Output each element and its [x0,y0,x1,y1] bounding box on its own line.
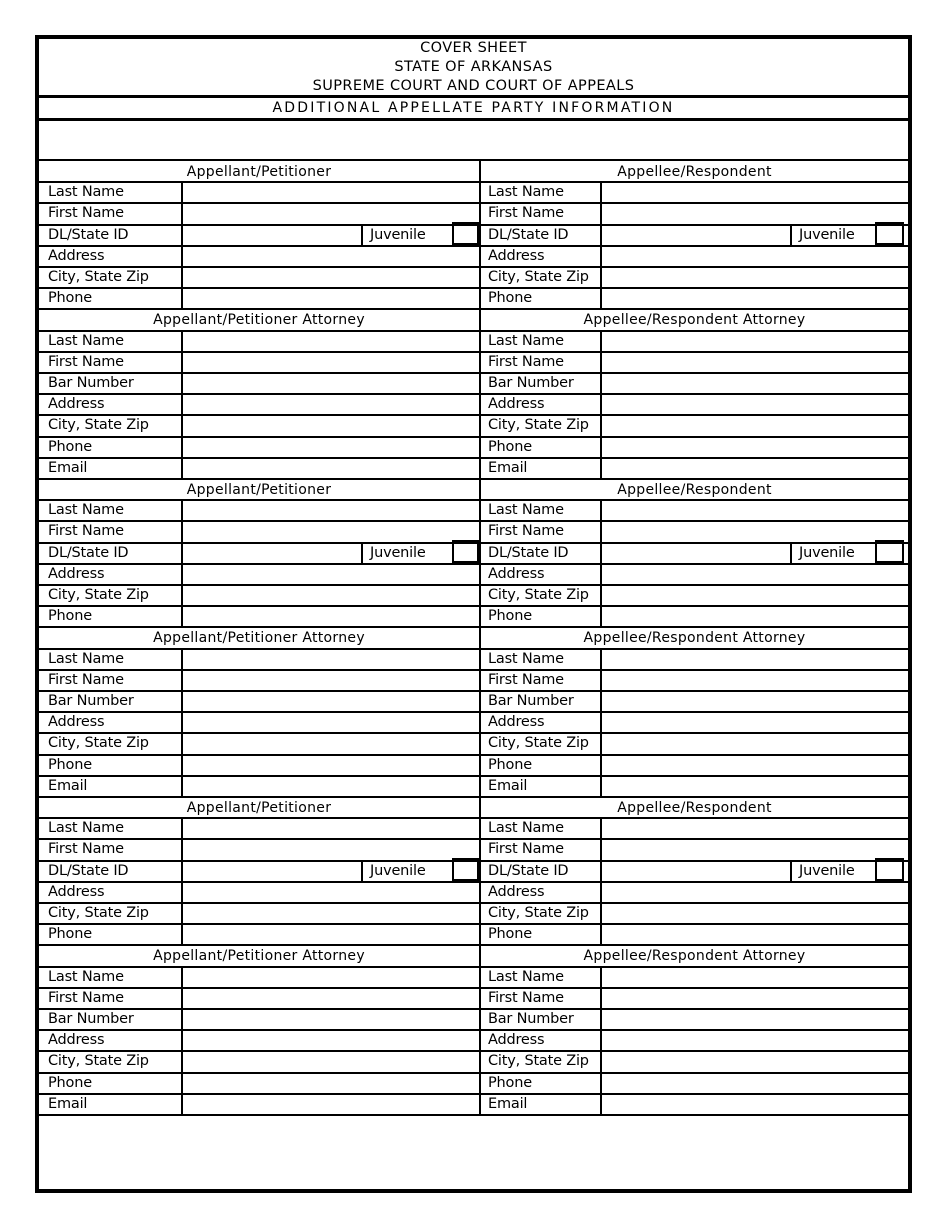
right-attorney-first-name-label: First Name [488,989,564,1006]
right-juvenile-label: Juvenile [799,862,855,879]
left-attorney-city-state-zip-label: City, State Zip [48,1053,149,1070]
right-attorney-address-label: Address [488,1032,545,1049]
right-attorney-email-label: Email [488,1095,528,1112]
left-attorney-email-field[interactable] [184,458,476,477]
right-attorney-bar-number-field[interactable] [603,373,905,392]
right-party-city-state-zip-field[interactable] [603,903,905,922]
left-attorney-first-name-field[interactable] [184,352,476,371]
right-attorney-last-name-label: Last Name [488,332,564,349]
left-attorney-last-name-label: Last Name [48,968,124,985]
left-attorney-phone-field[interactable] [184,1073,476,1092]
left-attorney-email-label: Email [48,459,88,476]
right-attorney-bar-number-label: Bar Number [488,1011,574,1027]
right-attorney-address-field[interactable] [603,1030,905,1049]
left-attorney-bar-number-field[interactable] [184,691,476,710]
left-attorney-phone-label: Phone [48,756,92,773]
left-attorney-address-field[interactable] [184,712,476,731]
left-attorney-last-name-field[interactable] [184,967,476,986]
right-juvenile-label: Juvenile [799,226,855,243]
right-party-last-name-field[interactable] [603,500,905,519]
right-party-phone-field[interactable] [603,606,905,625]
left-party-address-field[interactable] [184,564,476,583]
left-attorney-bar-number-field[interactable] [184,373,476,392]
right-party-city-state-zip-label: City, State Zip [488,587,589,603]
right-attorney-last-name-field[interactable] [603,967,905,986]
left-party-last-name-label: Last Name [48,820,124,837]
right-party-address-field[interactable] [603,564,905,583]
left-party-phone-field[interactable] [184,606,476,625]
column-divider [479,308,481,478]
right-attorney-phone-field[interactable] [603,1073,905,1092]
right-party-phone-field[interactable] [603,924,905,943]
left-attorney-bar-number-field[interactable] [184,1009,476,1028]
left-attorney-city-state-zip-field[interactable] [184,1051,476,1070]
left-party-phone-label: Phone [48,608,92,625]
form-title-line2: STATE OF ARKANSAS [394,59,553,75]
right-party-dl-state-id-field[interactable] [603,861,789,880]
left-attorney-phone-label: Phone [48,438,92,455]
left-party-phone-field[interactable] [184,288,476,307]
right-juvenile-checkbox[interactable] [875,222,904,245]
right-attorney-city-state-zip-label: City, State Zip [488,417,589,434]
column-divider [790,224,792,245]
right-juvenile-checkbox[interactable] [875,858,904,881]
left-attorney-first-name-label: First Name [48,989,124,1006]
right-party-first-name-label: First Name [488,205,564,222]
left-juvenile-checkbox[interactable] [452,222,479,245]
left-attorney-address-field[interactable] [184,1030,476,1049]
left-juvenile-label: Juvenile [370,544,426,561]
right-party-dl-state-id-field[interactable] [603,225,789,244]
column-divider [361,542,363,563]
left-attorney-bar-number-label: Bar Number [48,1011,134,1027]
left-party-first-name-label: First Name [48,841,124,858]
column-divider [181,817,183,944]
right-attorney-address-label: Address [488,396,545,413]
left-party-last-name-label: Last Name [48,184,124,201]
left-party-first-name-field[interactable] [184,203,476,222]
right-juvenile-checkbox[interactable] [875,540,904,563]
left-juvenile-checkbox[interactable] [452,540,479,563]
left-attorney-first-name-label: First Name [48,671,124,688]
section-title-left: Appellant/Petitioner Attorney [153,311,365,328]
left-party-address-label: Address [48,883,105,900]
left-attorney-phone-field[interactable] [184,755,476,774]
left-attorney-first-name-field[interactable] [184,988,476,1007]
right-party-address-label: Address [488,883,545,900]
right-party-address-field[interactable] [603,246,905,265]
right-attorney-email-field[interactable] [603,776,905,795]
left-party-city-state-zip-field[interactable] [184,585,476,604]
cover-sheet-form [35,35,912,1193]
right-party-city-state-zip-label: City, State Zip [488,905,589,921]
left-attorney-city-state-zip-field[interactable] [184,415,476,434]
right-attorney-last-name-label: Last Name [488,650,564,667]
left-party-first-name-label: First Name [48,523,124,540]
section-title-left: Appellant/Petitioner [186,481,332,498]
right-party-dl-state-id-field[interactable] [603,543,789,562]
right-attorney-bar-number-field[interactable] [603,1009,905,1028]
right-party-first-name-field[interactable] [603,203,905,222]
right-party-phone-label: Phone [488,608,532,625]
right-party-dl-state-id-label: DL/State ID [488,226,569,243]
section-title-right: Appellee/Respondent [617,163,772,180]
right-attorney-bar-number-field[interactable] [603,691,905,710]
right-attorney-first-name-field[interactable] [603,670,905,689]
right-attorney-email-label: Email [488,459,528,476]
column-divider [600,648,602,796]
left-party-last-name-field[interactable] [184,182,476,201]
column-divider [181,499,183,626]
left-attorney-email-field[interactable] [184,1094,476,1113]
right-party-last-name-field[interactable] [603,182,905,201]
section-title-right: Appellee/Respondent Attorney [583,947,806,964]
right-party-dl-state-id-label: DL/State ID [488,544,569,561]
form-subtitle: ADDITIONAL APPELLATE PARTY INFORMATION [272,100,675,116]
left-party-dl-state-id-field[interactable] [184,543,360,562]
right-party-city-state-zip-field[interactable] [603,267,905,286]
column-divider [479,944,481,1114]
column-divider [790,860,792,881]
left-party-last-name-field[interactable] [184,818,476,837]
left-juvenile-label: Juvenile [370,226,426,243]
section-title-left: Appellant/Petitioner Attorney [153,947,365,964]
right-party-address-label: Address [488,565,545,582]
left-party-city-state-zip-label: City, State Zip [48,587,149,603]
right-attorney-phone-label: Phone [488,438,532,455]
left-attorney-bar-number-label: Bar Number [48,375,134,391]
column-divider [479,160,481,308]
left-party-phone-label: Phone [48,926,92,943]
section-title-right: Appellee/Respondent Attorney [583,629,806,646]
column-divider [600,330,602,478]
right-attorney-city-state-zip-field[interactable] [603,733,905,752]
right-party-address-label: Address [488,247,545,264]
right-party-phone-label: Phone [488,290,532,307]
column-divider [479,796,481,944]
section-title-right: Appellee/Respondent [617,481,772,498]
left-party-city-state-zip-label: City, State Zip [48,269,149,285]
left-party-first-name-field[interactable] [184,839,476,858]
left-party-dl-state-id-label: DL/State ID [48,544,129,561]
column-divider [600,499,602,626]
column-divider [181,648,183,796]
right-juvenile-label: Juvenile [799,544,855,561]
left-attorney-phone-label: Phone [48,1074,92,1091]
right-party-last-name-label: Last Name [488,184,564,201]
right-attorney-email-label: Email [488,777,528,794]
subtitle-divider [39,118,908,121]
left-party-first-name-label: First Name [48,205,124,222]
right-party-phone-label: Phone [488,926,532,943]
right-attorney-city-state-zip-label: City, State Zip [488,1053,589,1070]
left-party-address-label: Address [48,247,105,264]
right-attorney-phone-label: Phone [488,756,532,773]
left-attorney-address-label: Address [48,396,105,413]
right-attorney-address-field[interactable] [603,394,905,413]
right-party-first-name-field[interactable] [603,521,905,540]
column-divider [361,860,363,881]
left-party-first-name-field[interactable] [184,521,476,540]
right-party-last-name-label: Last Name [488,502,564,519]
right-attorney-phone-field[interactable] [603,755,905,774]
left-attorney-address-field[interactable] [184,394,476,413]
column-divider [479,478,481,626]
right-party-dl-state-id-label: DL/State ID [488,862,569,879]
right-attorney-last-name-label: Last Name [488,968,564,985]
column-divider [790,542,792,563]
right-attorney-first-name-field[interactable] [603,352,905,371]
right-attorney-first-name-field[interactable] [603,988,905,1007]
right-party-address-field[interactable] [603,882,905,901]
left-party-dl-state-id-field[interactable] [184,861,360,880]
left-party-last-name-label: Last Name [48,502,124,519]
right-party-city-state-zip-label: City, State Zip [488,269,589,285]
right-attorney-city-state-zip-label: City, State Zip [488,735,589,752]
column-divider [600,181,602,308]
left-party-address-field[interactable] [184,246,476,265]
left-party-dl-state-id-label: DL/State ID [48,862,129,879]
section-title-left: Appellant/Petitioner [186,799,332,816]
row-divider [39,1114,908,1116]
right-attorney-first-name-label: First Name [488,353,564,370]
left-attorney-phone-field[interactable] [184,437,476,456]
section-title-right: Appellee/Respondent [617,799,772,816]
form-title-line1: COVER SHEET [420,40,527,56]
left-party-address-field[interactable] [184,882,476,901]
left-attorney-last-name-label: Last Name [48,332,124,349]
left-party-city-state-zip-field[interactable] [184,903,476,922]
left-juvenile-label: Juvenile [370,862,426,879]
left-attorney-last-name-label: Last Name [48,650,124,667]
right-party-city-state-zip-field[interactable] [603,585,905,604]
left-attorney-first-name-label: First Name [48,353,124,370]
left-attorney-last-name-field[interactable] [184,331,476,350]
column-divider [600,817,602,944]
right-attorney-first-name-label: First Name [488,671,564,688]
left-party-phone-field[interactable] [184,924,476,943]
left-party-last-name-field[interactable] [184,500,476,519]
right-party-phone-field[interactable] [603,288,905,307]
left-party-city-state-zip-field[interactable] [184,267,476,286]
right-attorney-bar-number-label: Bar Number [488,375,574,391]
left-attorney-bar-number-label: Bar Number [48,693,134,709]
left-attorney-address-label: Address [48,714,105,731]
right-party-first-name-field[interactable] [603,839,905,858]
left-party-city-state-zip-label: City, State Zip [48,905,149,921]
right-party-last-name-field[interactable] [603,818,905,837]
right-party-first-name-label: First Name [488,523,564,540]
left-juvenile-checkbox[interactable] [452,858,479,881]
left-party-dl-state-id-field[interactable] [184,225,360,244]
left-attorney-city-state-zip-label: City, State Zip [48,735,149,752]
right-attorney-email-field[interactable] [603,458,905,477]
column-divider [181,966,183,1114]
left-attorney-city-state-zip-label: City, State Zip [48,417,149,434]
left-attorney-email-label: Email [48,1095,88,1112]
left-attorney-email-field[interactable] [184,776,476,795]
section-title-right: Appellee/Respondent Attorney [583,311,806,328]
right-attorney-email-field[interactable] [603,1094,905,1113]
column-divider [181,181,183,308]
column-divider [479,626,481,796]
right-attorney-phone-field[interactable] [603,437,905,456]
left-attorney-first-name-field[interactable] [184,670,476,689]
left-party-dl-state-id-label: DL/State ID [48,226,129,243]
right-attorney-address-field[interactable] [603,712,905,731]
right-attorney-last-name-field[interactable] [603,331,905,350]
column-divider [181,330,183,478]
left-party-phone-label: Phone [48,290,92,307]
left-attorney-address-label: Address [48,1032,105,1049]
section-title-left: Appellant/Petitioner [186,163,332,180]
column-divider [361,224,363,245]
left-party-address-label: Address [48,565,105,582]
right-attorney-city-state-zip-field[interactable] [603,1051,905,1070]
left-attorney-last-name-field[interactable] [184,649,476,668]
column-divider [600,966,602,1114]
right-attorney-address-label: Address [488,714,545,731]
right-attorney-phone-label: Phone [488,1074,532,1091]
right-party-first-name-label: First Name [488,841,564,858]
left-attorney-city-state-zip-field[interactable] [184,733,476,752]
right-attorney-bar-number-label: Bar Number [488,693,574,709]
right-attorney-city-state-zip-field[interactable] [603,415,905,434]
form-title-line3: SUPREME COURT AND COURT OF APPEALS [312,78,635,94]
left-attorney-email-label: Email [48,777,88,794]
right-party-last-name-label: Last Name [488,820,564,837]
section-title-left: Appellant/Petitioner Attorney [153,629,365,646]
right-attorney-last-name-field[interactable] [603,649,905,668]
